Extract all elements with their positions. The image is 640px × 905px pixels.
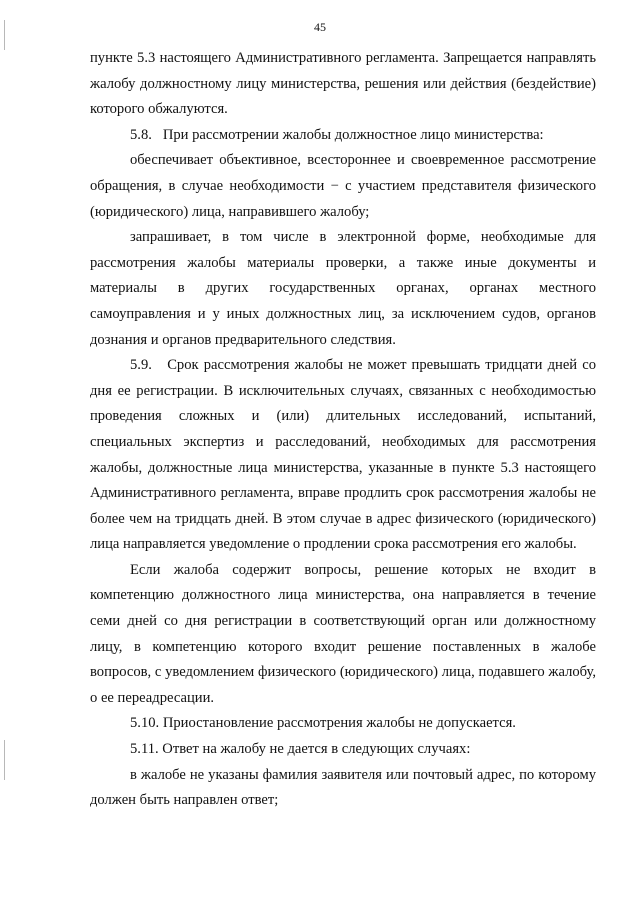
- margin-scan-mark-top: [4, 20, 5, 50]
- paragraph-5-11: 5.11. Ответ на жалобу не дается в следующих случаях:: [130, 741, 471, 758]
- paragraph-ensures: обеспечивает объективное, всестороннее и своевременное рассмотрение обращения, в случае необходимости − с участием представителя физического (юридического) лица, направившего жалобу;: [90, 152, 596, 220]
- margin-scan-mark-bottom: [4, 740, 5, 780]
- paragraph-5-9: 5.9. Срок рассмотрения жалобы не может превышать тридцати дней со дня ее регистрации. В исключительных случаях, связанных с необходимостью проведения сложных и (или) длительных исследований, испытаний, специальных экспертиз и расследований, необходимых для рассмотрения жалобы, должностные лица министерства, указанные в пункте 5.3 настоящего Административного регламента, вправе продлить срок рассмотрения жалобы не более чем на тридцать дней. В этом случае в адрес физического (юридического) лица направляется уведомление о продлении срока рассмотрения его жалобы.: [90, 357, 596, 553]
- document-body: [90, 46, 596, 814]
- paragraph-redirect: Если жалоба содержит вопросы, решение которых не входит в компетенцию должностного лица министерства, она направляется в течение семи дней со дня регистрации в соответствующий орган или должностному лицу, в компетенцию которого входит решение поставленных в жалобе вопросов, с уведомлением физического (юридического) лица, подавшего жалобу, о ее переадресации.: [90, 561, 596, 706]
- paragraph-requests: запрашивает, в том числе в электронной форме, необходимые для рассмотрения жалобы материалы проверки, а также иные документы и материалы в других государственных органах, органах местного самоуправления и у иных должностных лиц, за исключением судов, органов дознания и органов предварительного следствия.: [90, 229, 596, 348]
- paragraph-5-8: 5.8. При рассмотрении жалобы должностное лицо министерства:: [130, 126, 544, 143]
- paragraph-5-10: 5.10. Приостановление рассмотрения жалобы не допускается.: [130, 715, 516, 732]
- page-number: 45: [314, 20, 326, 34]
- paragraph-continuation: пункте 5.3 настоящего Административного регламента. Запрещается направлять жалобу должностному лицу министерства, решения или действия (бездействие) которого обжалуются.: [90, 50, 596, 118]
- paragraph-no-name-address: в жалобе не указаны фамилия заявителя или почтовый адрес, по которому должен быть направлен ответ;: [90, 766, 596, 809]
